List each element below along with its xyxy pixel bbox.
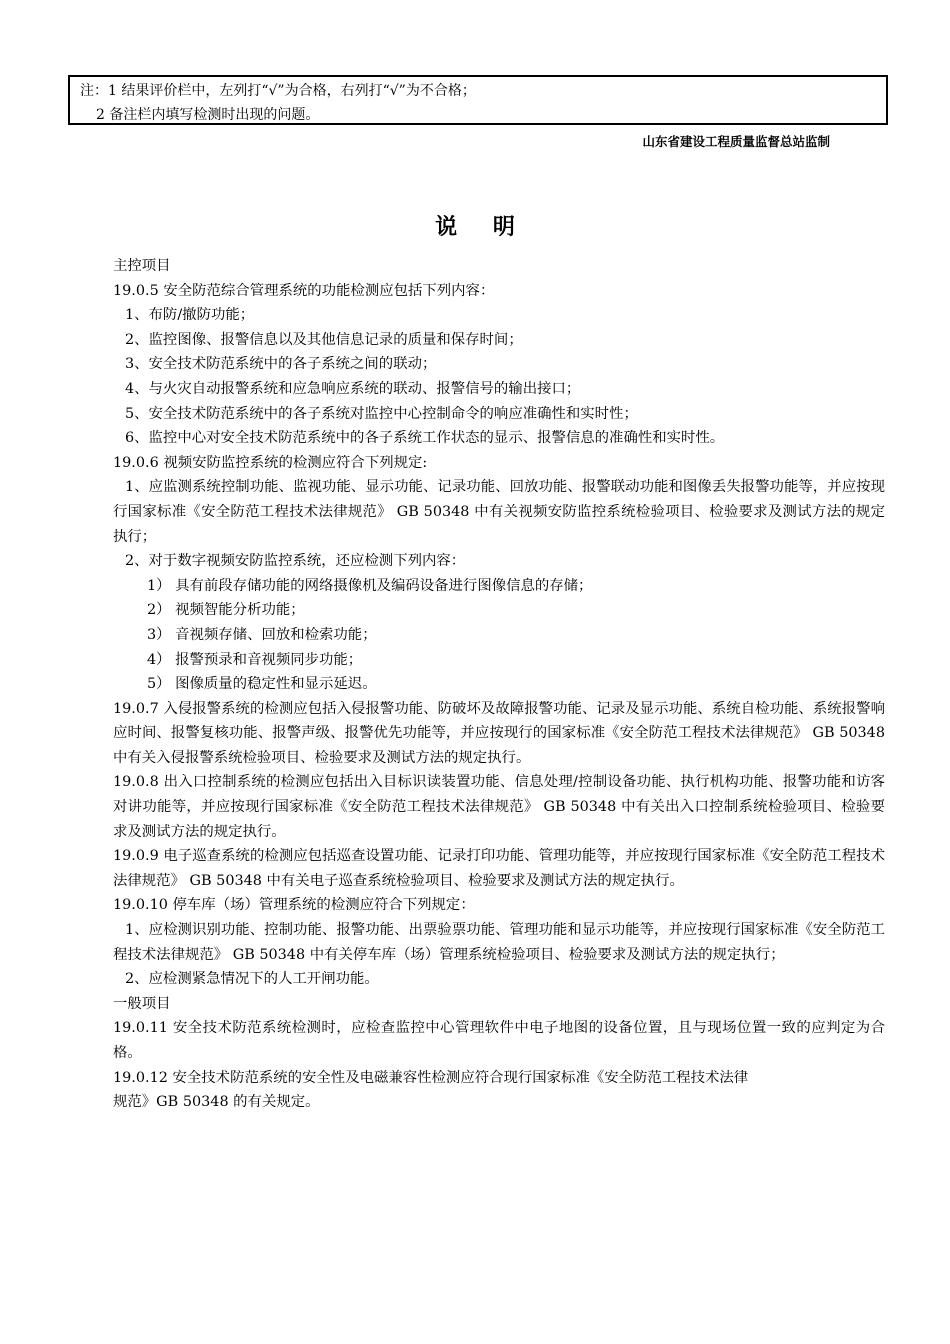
list-item: 1、布防/撤防功能； — [125, 307, 255, 324]
sub-list-item: 3） 音视频存储、回放和检索功能； — [147, 626, 377, 643]
page-title: 说 明 — [435, 215, 529, 240]
clause-19-0-6: 19.0.6 视频安防监控系统的检测应符合下列规定: — [113, 454, 428, 471]
sub-list-item: 4） 报警预录和音视频同步功能； — [147, 651, 363, 668]
clause-19-0-12-line-1: 19.0.12 安全技术防范系统的安全性及电磁兼容性检测应符合现行国家标准《安全防范工程技术法律 — [113, 1069, 749, 1086]
clause-19-0-9: 19.0.9 电子巡查系统的检测应包括巡查设置功能、记录打印功能、管理功能等，并应按现行国家标准《安全防范工程技术法律规范》 GB 50348 中有关电子巡查系统检验项目、检验要求及测试方法的规定执行。 — [113, 848, 885, 889]
list-item: 6、监控中心对安全技术防范系统中的各子系统工作状态的显示、报警信息的准确性和实时性。 — [125, 430, 725, 447]
list-item: 2、应检测紧急情况下的人工开闸功能。 — [125, 971, 379, 988]
list-item: 3、安全技术防范系统中的各子系统之间的联动； — [125, 356, 437, 373]
note-line-2: 2 备注栏内填写检测时出现的问题。 — [96, 107, 320, 123]
clause-19-0-11: 19.0.11 安全技术防范系统检测时，应检查监控中心管理软件中电子地图的设备位置，且与现场位置一致的应判定为合格。 — [113, 1020, 885, 1061]
explanation-content — [113, 254, 885, 1115]
sub-list-item: 1） 具有前段存储功能的网络摄像机及编码设备进行图像信息的存储； — [147, 577, 593, 594]
list-item: 1、应监测系统控制功能、监视功能、显示功能、记录功能、回放功能、报警联动功能和图像丢失报警功能等，并应按现行国家标准《安全防范工程技术法律规范》 GB 50348 中有关视频安防监控系统检验项目、检验要求及测试方法的规定执行； — [113, 479, 885, 545]
list-item: 2、监控图像、报警信息以及其他信息记录的质量和保存时间； — [125, 331, 523, 348]
supervisor-label: 山东省建设工程质量监督总站监制 — [642, 134, 830, 149]
list-item: 5、安全技术防范系统中的各子系统对监控中心控制命令的响应准确性和实时性； — [125, 405, 638, 422]
sub-list-item: 5） 图像质量的稳定性和显示延迟。 — [147, 676, 377, 693]
list-item: 1、应检测识别功能、控制功能、报警功能、出票验票功能、管理功能和显示功能等，并应按现行国家标准《安全防范工程技术法律规范》 GB 50348 中有关停车库（场）管理系统检验项目、检验要求及测试方法的规定执行； — [113, 922, 885, 963]
clause-19-0-12-line-2: 规范》GB 50348 的有关规定。 — [113, 1094, 320, 1111]
note-line-1: 注：1 结果评价栏中，左列打“√”为合格，右列打“√”为不合格； — [80, 83, 476, 99]
sub-list-item: 2） 视频智能分析功能； — [147, 602, 305, 619]
clause-19-0-5: 19.0.5 安全防范综合管理系统的功能检测应包括下列内容： — [113, 282, 495, 299]
main-items-heading: 主控项目 — [113, 258, 171, 274]
clause-19-0-10: 19.0.10 停车库（场）管理系统的检测应符合下列规定： — [113, 897, 475, 914]
note-box — [68, 75, 888, 125]
general-items-heading: 一般项目 — [113, 995, 171, 1012]
list-item: 2、对于数字视频安防监控系统，还应检测下列内容： — [125, 553, 466, 570]
list-item: 4、与火灾自动报警系统和应急响应系统的联动、报警信号的输出接口； — [125, 380, 581, 397]
clause-19-0-7: 19.0.7 入侵报警系统的检测应包括入侵报警功能、防破坏及故障报警功能、记录及显示功能、系统自检功能、系统报警响应时间、报警复核功能、报警声级、报警优先功能等，并应按现行的国家标准《安全防范工程技术法律规范》 GB 50348 中有关入侵报警系统检验项目、检验要求及测试方法的规定执行。 — [113, 700, 885, 766]
clause-19-0-8: 19.0.8 出入口控制系统的检测应包括出入目标识读装置功能、信息处理/控制设备功能、执行机构功能、报警功能和访客对讲功能等，并应按现行国家标准《安全防范工程技术法律规范》 GB 50348 中有关出入口控制系统检验项目、检验要求及测试方法的规定执行。 — [113, 774, 885, 840]
